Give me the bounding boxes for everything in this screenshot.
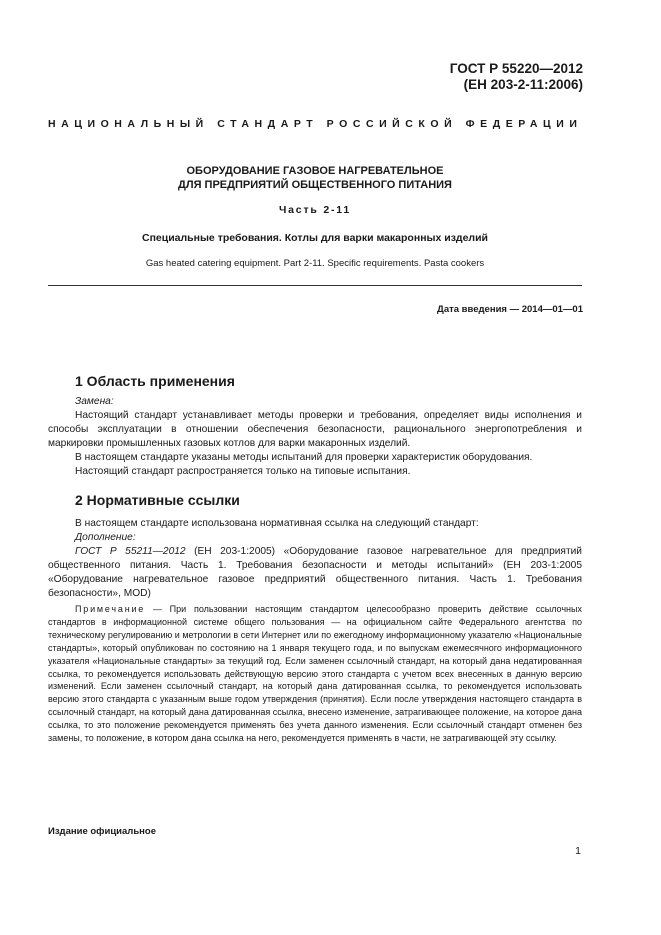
title-divider [48, 285, 582, 286]
title-line-1: ОБОРУДОВАНИЕ ГАЗОВОЕ НАГРЕВАТЕЛЬНОЕ [186, 165, 444, 177]
standard-code [450, 61, 583, 93]
note-paragraph [48, 603, 582, 745]
subtitle-ru: Специальные требования. Котлы для варки макаронных изделий [141, 232, 489, 244]
section-1-heading: 1 Область применения [75, 373, 235, 389]
section-1-paragraph: Настоящий стандарт распространяется только на типовые испытания. [75, 466, 411, 477]
section-1-paragraph: Настоящий стандарт устанавливает методы проверки и требования, определяет виды исполнения и способы эксплуатации в отношении обеспечения безопасности, рационального энергопотребления и маркировки промышленных газовых котлов для варки макаронных изделий. [48, 410, 582, 449]
note-text: — При пользовании настоящим стандартом целесообразно проверить действие ссылочных стандартов в информационной системе общего пользования — на официальном сайте Федерального агентства по техническому регулированию и метрологии в сети Интернет или по ежегодному информационному указателю «Национальные стандарты», который опубликован по состоянию на 1 января текущего года, и по выпускам ежемесячного информационного указателя «Национальные стандарты» за текущий год. Если заменен ссылочный стандарт, на который дана недатированная ссылка, то рекомендуется использовать действующую версию этого стандарта с учетом всех внесенных в данную версию изменений. Если заменен ссылочный стандарт, на который дана датированная ссылка, то рекомендуется использовать версию этого стандарта с указанным выше годом утверждения (принятия). Если после утверждения настоящего стандарта в ссылочный стандарт, на который дана датированная ссылка, внесено изменение, затрагивающее положение, на которое дана ссылка, то это положение рекомендуется применять без учета данного изменения. Если ссылочный стандарт отменен без замены, то положение, в котором дана ссылка на него, рекомендуется применять в части, не затрагивающей эту ссылку. [48, 604, 582, 744]
reference-code: ГОСТ Р 55211—2012 [75, 546, 186, 557]
section-1-paragraph: В настоящем стандарте указаны методы испытаний для проверки характеристик оборудования. [75, 452, 533, 463]
addition-label: Дополнение: [75, 532, 136, 543]
standard-code-en: (ЕН 203-2-11:2006) [463, 77, 583, 92]
section-2-paragraph: В настоящем стандарте использована нормативная ссылка на следующий стандарт: [75, 518, 479, 529]
subtitle-en: Gas heated catering equipment. Part 2-11. Specific requirements. Pasta cookers [145, 258, 485, 269]
national-standard-heading: НАЦИОНАЛЬНЫЙ СТАНДАРТ РОССИЙСКОЙ ФЕДЕРАЦИИ [48, 118, 583, 130]
part-label: Часть 2-11 [278, 204, 351, 216]
edition-label: Издание официальное [48, 826, 156, 837]
note-block [48, 603, 582, 745]
section-1-body [48, 395, 582, 479]
reference-text: (ЕН 203-1:2005) «Оборудование газовое нагревательное для предприятий общественного питания. Часть 1. Требования безопасности и методы испытаний» (ЕН 203-1:2005 «Оборудование нагревательное газовое предприятий общественного питания. Часть 1. Требования безопасности», MOD) [48, 546, 582, 599]
note-label: Примечание [75, 604, 146, 614]
section-2-heading: 2 Нормативные ссылки [75, 492, 240, 508]
introduction-date: Дата введения — 2014—01—01 [437, 304, 583, 315]
page-number: 1 [575, 845, 581, 857]
section-2-body [48, 517, 582, 601]
document-title [48, 164, 582, 192]
title-line-2: ДЛЯ ПРЕДПРИЯТИЙ ОБЩЕСТВЕННОГО ПИТАНИЯ [178, 179, 452, 191]
replacement-label: Замена: [75, 396, 114, 407]
normative-reference [48, 545, 582, 601]
standard-code-gost: ГОСТ Р 55220—2012 [449, 61, 583, 76]
